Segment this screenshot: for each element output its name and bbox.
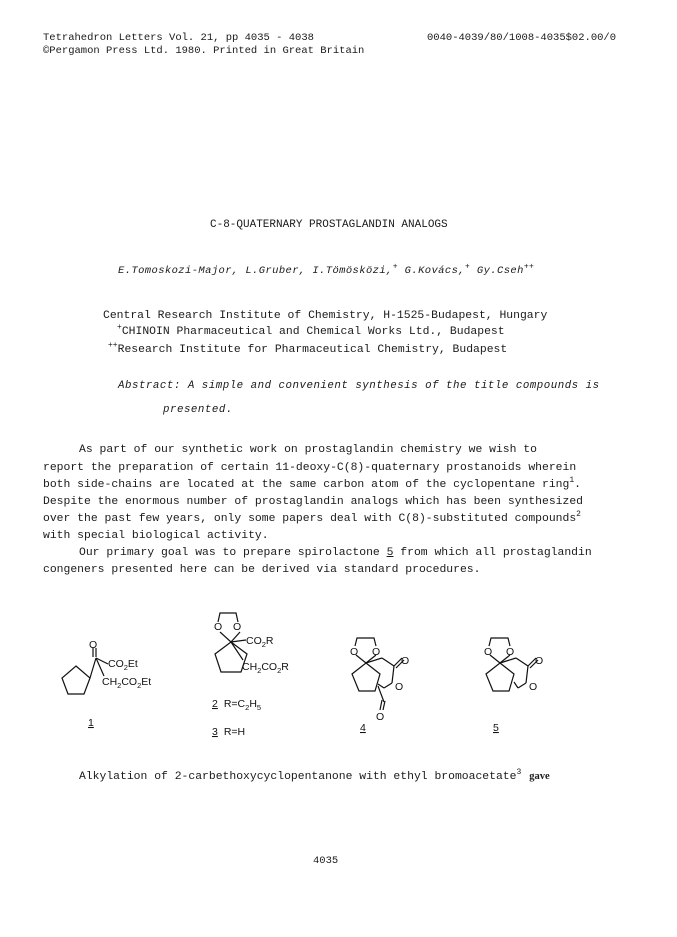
- copyright-line: ©Pergamon Press Ltd. 1980. Printed in Great Britain: [43, 45, 365, 57]
- affiliation-2: +CHINOIN Pharmaceutical and Chemical Works Ltd., Budapest: [117, 323, 505, 338]
- paper-title: C-8-QUATERNARY PROSTAGLANDIN ANALOGS: [210, 219, 448, 231]
- page-number: 4035: [313, 855, 339, 867]
- s4-lactone-1: [392, 666, 394, 683]
- s1-ring: [62, 666, 90, 694]
- s4-ring-bond: [378, 686, 384, 702]
- p1-line-3: both side-chains are located at the same carbon atom of the cyclopentane ring$^1$.: [43, 476, 581, 491]
- p1-line-2: report the preparation of certain 11-deoxy-C(8)-quaternary prostanoids wherein: [43, 462, 577, 474]
- s1-bond-r2: [96, 658, 104, 676]
- s1-carbonyl-bond: [90, 658, 96, 678]
- chemical-structures: [0, 600, 677, 770]
- s1-oxygen: O: [89, 639, 98, 651]
- p1-line-5: over the past few years, only some papers deal with C(8)-substituted compounds$^2$: [43, 510, 581, 525]
- s4-ketal-bridge: [355, 638, 376, 646]
- s23-o1: O: [214, 621, 223, 633]
- ref-2: 2: [576, 510, 581, 520]
- s23-r2-label: $CH_2CO_2R$: [242, 661, 289, 675]
- s23-label-2: 2 $R=C_2H_5$: [212, 698, 262, 712]
- abstract-label: Abstract:: [118, 380, 181, 392]
- author-1: E.Tomoskozi-Major,: [118, 265, 239, 277]
- p2-line-1: Our primary goal was to prepare spirolactone 5 from which all prostaglandin: [79, 547, 592, 559]
- p1-line-6: with special biological activity.: [43, 530, 269, 542]
- abstract-line-2: presented.: [163, 404, 233, 416]
- compound-ref-5: 5: [386, 547, 394, 559]
- s4-number: 4: [360, 722, 366, 734]
- affiliation-1: Central Research Institute of Chemistry, H-1525-Budapest, Hungary: [103, 310, 548, 322]
- s4-o1: O: [350, 646, 359, 658]
- p1-line-1: As part of our synthetic work on prostaglandin chemistry we wish to: [79, 444, 537, 456]
- s5-o1: O: [484, 646, 493, 658]
- s5-bond-c: [516, 658, 528, 666]
- s4-o2: O: [372, 646, 381, 658]
- s1-r2-label: $CH_2CO_2Et$: [102, 676, 152, 690]
- author-4: G.Kovács,+: [404, 262, 471, 277]
- journal-header: Tetrahedron Letters Vol. 21, pp 4035 - 4038: [43, 32, 314, 44]
- final-line: Alkylation of 2-carbethoxycyclopentanone with ethyl bromoacetate$^3$ gave: [79, 768, 550, 783]
- s5-ring: [486, 663, 514, 691]
- author-3: I.Tömösközi,+: [312, 262, 398, 277]
- ref-1: 1: [569, 476, 575, 486]
- ref-3: 3: [516, 768, 522, 778]
- s23-r1-label: $CO_2R$: [246, 635, 274, 649]
- s23-o2: O: [233, 621, 242, 633]
- s4-oxo-1: [380, 700, 382, 710]
- s5-lactone-1: [526, 666, 528, 683]
- s4-oxo-2: [383, 701, 385, 710]
- s5-o2: O: [506, 646, 515, 658]
- s5-ketal-bridge: [489, 638, 510, 646]
- s4-o3: O: [401, 655, 410, 667]
- s5-o4: O: [529, 681, 538, 693]
- s5-lactone-2: [518, 683, 526, 688]
- s23-bond-r2: [231, 642, 243, 660]
- affiliation-3: ++Research Institute for Pharmaceutical Chemistry, Budapest: [108, 341, 508, 356]
- abstract-line-1: Abstract: A simple and convenient synthesis of the title compounds is: [118, 380, 600, 392]
- author-2: L.Gruber,: [245, 265, 306, 277]
- p1-line-4: Despite the enormous number of prostaglandin analogs which has been synthesized: [43, 496, 584, 508]
- s4-o4: O: [395, 681, 404, 693]
- s5-o3: O: [535, 655, 544, 667]
- s4-o5: O: [376, 711, 385, 723]
- s5-number: 5: [493, 722, 499, 734]
- s5-lactone-3: [514, 682, 518, 688]
- s4-bond-c: [382, 658, 394, 666]
- s23-o1-bond: [220, 632, 231, 642]
- author-list: [118, 262, 535, 277]
- p2-line-2: congeners presented here can be derived via standard procedures.: [43, 564, 481, 576]
- s4-ring: [352, 663, 380, 691]
- author-5: Gy.Cseh++: [476, 262, 535, 277]
- article-code: 0040-4039/80/1008-4035$02.00/0: [427, 32, 617, 44]
- s1-number: 1: [88, 717, 94, 729]
- s4-lactone-2: [384, 683, 392, 688]
- s23-label-3: 3 R=H: [212, 726, 246, 738]
- s1-r1-label: $CO_2Et$: [108, 658, 138, 672]
